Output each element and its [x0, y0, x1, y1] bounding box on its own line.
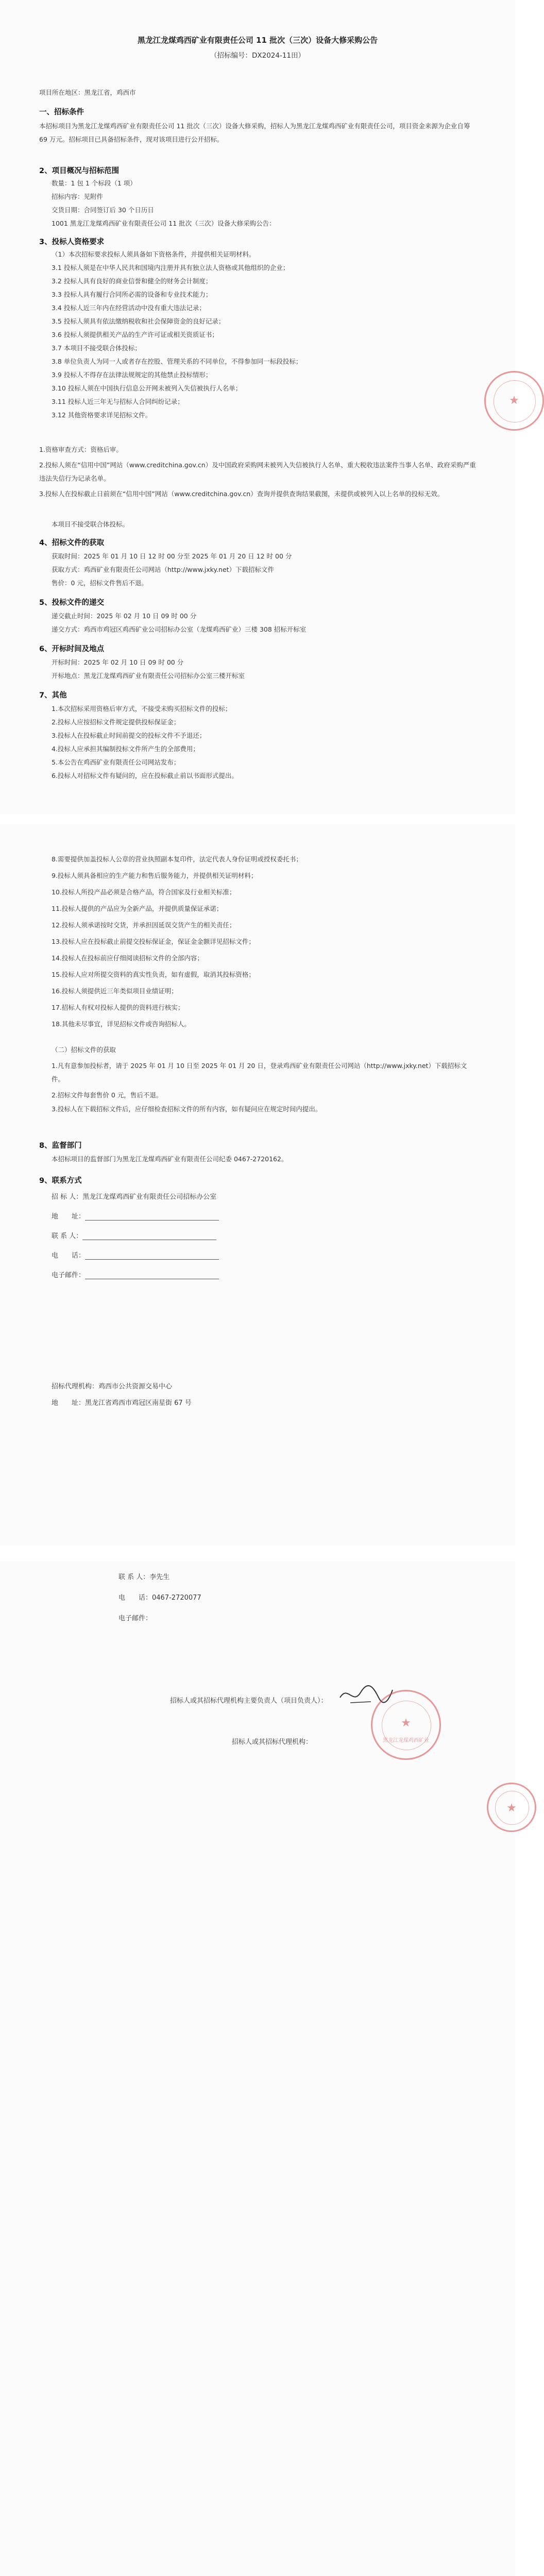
project-location: 项目所在地区：黑龙江省，鸡西市: [39, 89, 136, 96]
document-page-1: [0, 0, 519, 814]
section-3-item: 3.3 投标人具有履行合同所必需的设备和专业技术能力；: [52, 291, 212, 298]
section-3-title: 3、投标人资格要求: [39, 238, 105, 246]
red-seal-stamp: ★: [484, 371, 544, 431]
section-2-line-3: 交货日期：合同签订后 30 个日历日: [52, 206, 154, 214]
section-5-title: 5、投标文件的递交: [39, 599, 105, 607]
section-2-title: 2、项目概况与招标范围: [39, 167, 120, 175]
section-3-item: 3.9 投标人不得存在法律法规规定的其他禁止投标情形；: [52, 371, 212, 379]
section-3-item: 3.2 投标人具有良好的商业信誉和健全的财务会计制度；: [52, 277, 212, 285]
page2-item: 16.投标人须提供近三年类似项目业绩证明；: [52, 987, 178, 995]
section-6-title: 6、开标时间及地点: [39, 645, 105, 653]
section-4-line-1: 获取时间：2025 年 01 月 10 日 12 时 00 分至 2025 年 01 月 20 日 12 时 00 分: [52, 552, 292, 560]
section-3-item: 3.12 其他资格要求详见招标文件。: [52, 411, 152, 419]
contact-address: 地 址：: [52, 1213, 86, 1221]
doc-title: 黑龙江龙煤鸡西矿业有限责任公司 11 批次（三次）设备大修采购公告: [137, 36, 378, 45]
section-1-text: 本招标项目为黑龙江龙煤鸡西矿业有限责任公司 11 批次（三次）设备大修采购，招标人为黑龙江龙煤鸡西矿业有限责任公司，项目资金来源为企业自筹 69 万元。招标项目已具备招标条件，现对该项目进行公开招标。: [39, 122, 470, 143]
section-8-text: 本招标项目的监督部门为黑龙江龙煤鸡西矿业有限责任公司纪委 0467-2720162。: [52, 1155, 288, 1163]
section-5-line-1: 递交截止时间：2025 年 02 月 10 日 09 时 00 分: [52, 612, 197, 620]
page2-item: 14.投标人在投标前应仔细阅读招标文件的全部内容；: [52, 954, 203, 962]
section-5-line-2: 递交方式：鸡西市鸡冠区鸡西矿业公司招标办公室（龙煤鸡西矿业）三楼 308 招标开标室: [52, 625, 307, 633]
contact-person-2: 联 系 人：李先生: [118, 1573, 170, 1581]
contact-email: 电子邮件：: [52, 1272, 86, 1279]
section-7-item: 2.投标人应按招标文件规定提供投标保证金；: [52, 718, 180, 726]
contact-phone-label: [52, 1250, 219, 1260]
contact-email-label: [52, 1269, 219, 1279]
section-7-title: 7、其他: [39, 691, 67, 700]
document-page-3: [0, 1561, 515, 2421]
blank-line: [85, 1213, 219, 1221]
section-3-item: 3.6 投标人须提供相关产品的生产许可证或相关资质证书；: [52, 331, 218, 338]
page2-item: 18.其他未尽事宜，详见招标文件或咨询招标人。: [52, 1020, 191, 1028]
page2-item: 12.投标人须承诺按时交货，并承担因延误交货产生的相关责任；: [52, 921, 236, 929]
section-2-line-1: 数量：1 包 1 个标段（1 项）: [52, 179, 137, 187]
section-9-title: 9、联系方式: [39, 1177, 82, 1185]
doc-subtitle: （招标编号：DX2024-11田）: [210, 52, 305, 60]
page2-item: 8.需要提供加盖投标人公章的营业执照副本复印件，法定代表人身份证明或授权委托书；: [52, 855, 302, 863]
contact-person-label: [52, 1230, 216, 1240]
signature-line-1: 招标人或其招标代理机构主要负责人（项目负责人）：: [170, 1697, 328, 1705]
subsection-p2: 2.招标文件每套售价 0 元，售后不退。: [52, 1091, 163, 1099]
section-6-line-1: 开标时间：2025 年 02 月 10 日 09 时 00 分: [52, 658, 184, 666]
agent-name: 招标代理机构：鸡西市公共资源交易中心: [52, 1383, 173, 1391]
contact-email-2: 电子邮件：: [118, 1615, 152, 1622]
qualification-p4: 本项目不接受联合体投标。: [52, 520, 129, 528]
section-7-item: 3.投标人在投标截止时间前提交的投标文件不予退还；: [52, 732, 206, 739]
section-3-item: 3.7 本项目不接受联合体投标；: [52, 344, 141, 352]
qualification-p1: 1.资格审查方式：资格后审。: [39, 446, 123, 453]
section-4-line-2: 获取方式：鸡西矿业有限责任公司网站（http://www.jxky.net）下载招标文件: [52, 566, 275, 573]
page2-item: 17.招标人有权对投标人提供的资料进行核实；: [52, 1004, 184, 1011]
section-3-item: 3.8 单位负责人为同一人或者存在控股、管理关系的不同单位，不得参加同一标段投标；: [52, 358, 302, 365]
blank-line: [85, 1272, 219, 1279]
section-8-title: 8、监督部门: [39, 1142, 82, 1150]
blank-line: [85, 1252, 219, 1260]
contact-phone-2: 电 话：0467-2720077: [118, 1594, 201, 1602]
section-1-title: 一、招标条件: [39, 108, 84, 116]
section-7-item: 5.本公告在鸡西矿业有限责任公司网站发布；: [52, 758, 180, 766]
subsection-p1: 1.凡有意参加投标者，请于 2025 年 01 月 10 日至 2025 年 01 月 20 日，登录鸡西矿业有限责任公司网站（http://www.jxky.net）下载招标文件。: [52, 1062, 467, 1083]
section-7-item: 4.投标人应承担其编制投标文件所产生的全部费用；: [52, 745, 199, 753]
contact-person: 联 系 人：: [52, 1232, 83, 1240]
page2-item: 15.投标人应对所提交资料的真实性负责，如有虚假，取消其投标资格；: [52, 971, 255, 978]
section-2-line-4: 1001 黑龙江龙煤鸡西矿业有限责任公司 11 批次（三次）设备大修采购公告：: [52, 219, 276, 227]
contact-phone: 电 话：: [52, 1252, 86, 1260]
section-3-lead: （1）本次招标要求投标人须具备如下资格条件，并提供相关证明材料。: [52, 250, 256, 258]
contact-address-label: [52, 1211, 219, 1221]
section-7-item: 1.本次招标采用资格后审方式，不接受未购买招标文件的投标；: [52, 705, 232, 713]
section-3-item: 3.5 投标人须具有依法缴纳税收和社会保障资金的良好记录；: [52, 317, 225, 325]
section-2-line-2: 招标内容：见附件: [52, 193, 104, 200]
section-6-line-2: 开标地点：黑龙江龙煤鸡西矿业有限责任公司招标办公室三楼开标室: [52, 672, 245, 680]
document-page-2: [0, 824, 515, 1546]
page2-item: 11.投标人提供的产品应为全新产品，并提供质量保证承诺；: [52, 905, 223, 912]
contact-tenderer: 招 标 人：黑龙江龙煤鸡西矿业有限责任公司招标办公室: [52, 1193, 217, 1201]
company-seal-stamp: ★ 黑龙江龙煤鸡西矿业: [371, 1690, 441, 1760]
subsection-p3: 3.投标人在下载招标文件后，应仔细检查招标文件的所有内容，如有疑问应在规定时间内提出。: [52, 1105, 322, 1113]
page2-item: 13.投标人应在投标截止前提交投标保证金，保证金金额详见招标文件；: [52, 938, 255, 945]
page-gap: [0, 814, 515, 824]
subsection-title: （二）招标文件的获取: [52, 1046, 116, 1054]
document-page-4: [0, 2421, 515, 2576]
seal-text: 黑龙江龙煤鸡西矿业: [383, 1737, 429, 1743]
page2-item: 9.投标人须具备相应的生产能力和售后服务能力，并提供相关证明材料；: [52, 872, 258, 879]
page-gap: [0, 1546, 515, 1561]
qualification-p2: 2.投标人须在“信用中国”网站（www.creditchina.gov.cn）及中国政府采购网未被列入失信被执行人名单、重大税收违法案件当事人名单、政府采购严重违法失信行为记录名单。: [39, 461, 476, 482]
section-4-line-3: 售价：0 元，招标文件售后不退。: [52, 579, 148, 587]
qualification-p3: 3.投标人在投标截止日前须在“信用中国”网站（www.creditchina.gov.cn）查询并提供查询结果截图，未提供或被列入以上名单的投标无效。: [39, 490, 444, 498]
section-7-item: 6.投标人对招标文件有疑问的，应在投标截止前以书面形式提出。: [52, 772, 238, 779]
signature-line-2: 招标人或其招标代理机构：: [232, 1738, 313, 1746]
page2-item: 10.投标人所投产品必须是合格产品，符合国家及行业相关标准；: [52, 888, 236, 896]
section-3-item: 3.4 投标人近三年内在经营活动中没有重大违法记录；: [52, 304, 206, 312]
red-seal-stamp: ★: [487, 1783, 536, 1832]
section-4-title: 4、招标文件的获取: [39, 539, 105, 547]
section-3-item: 3.10 投标人须在中国执行信息公开网未被列入失信被执行人名单；: [52, 384, 242, 392]
section-3-item: 3.1 投标人须是在中华人民共和国境内注册并具有独立法人资格或其他组织的企业；: [52, 264, 290, 272]
section-3-item: 3.11 投标人近三年无与招标人合同纠纷记录；: [52, 398, 184, 405]
blank-line: [82, 1232, 216, 1240]
agent-address: 地 址：黑龙江省鸡西市鸡冠区南星街 67 号: [52, 1399, 192, 1407]
